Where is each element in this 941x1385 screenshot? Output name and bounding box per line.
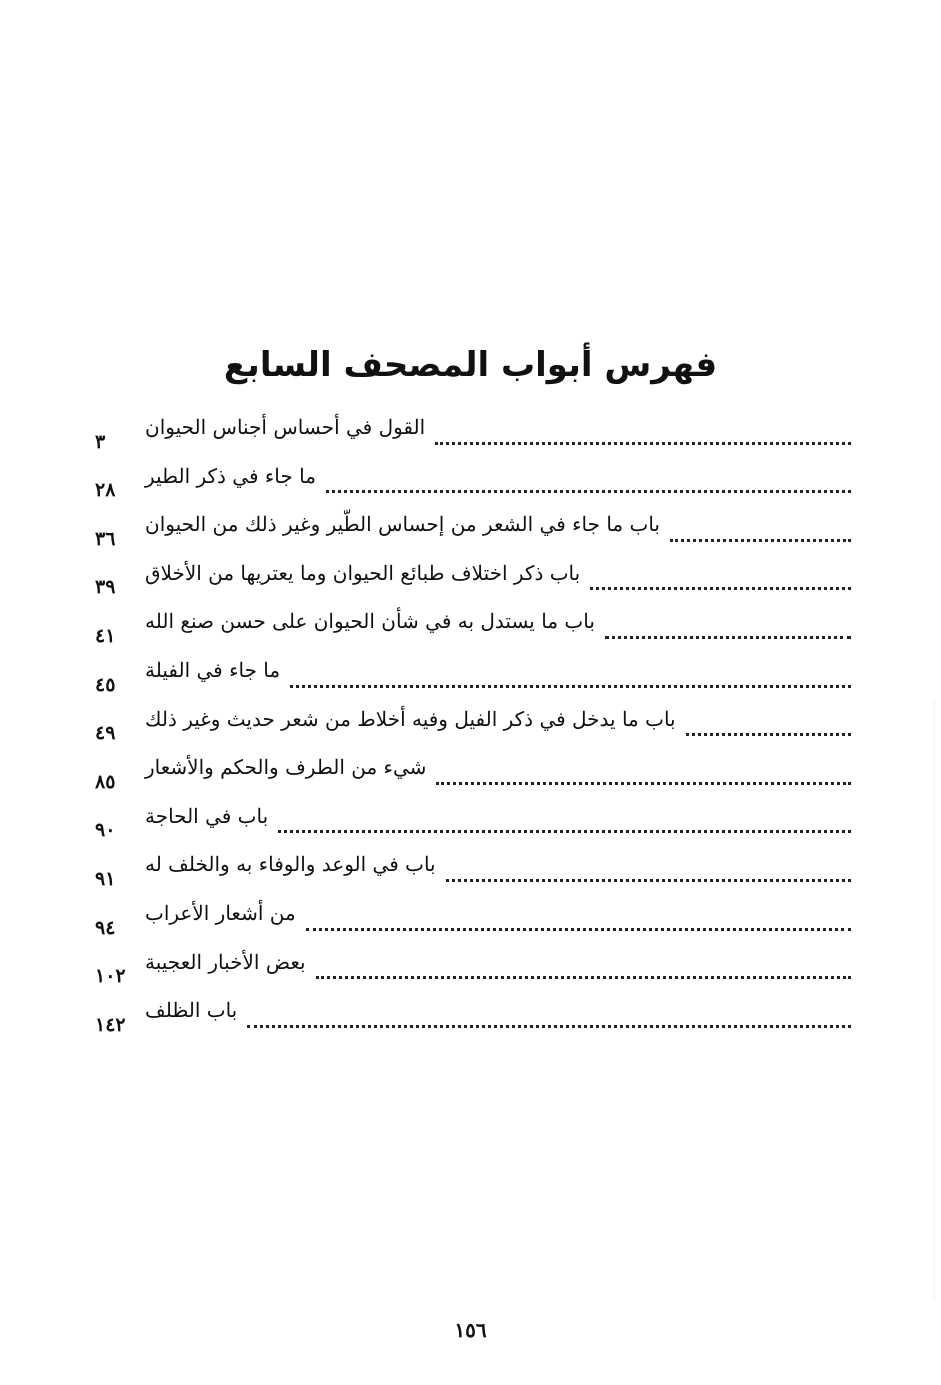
toc-entry-body <box>145 939 855 988</box>
dot-leader <box>670 539 851 542</box>
toc-entry-page-number: ٩١ <box>95 867 116 890</box>
toc-entry <box>95 939 855 988</box>
toc-entry-label: ما جاء في الفيلة <box>145 657 281 682</box>
toc-entry-page-number: ٤٩ <box>95 722 116 745</box>
toc-entry-body <box>145 744 855 793</box>
dot-leader <box>436 782 851 785</box>
dot-leader <box>290 685 851 688</box>
toc-entry-label: باب في الوعد والوفاء به والخلف له <box>145 852 436 877</box>
toc-entry-label: من أشعار الأعراب <box>145 900 296 925</box>
toc-entry-page-number: ٣٦ <box>95 527 116 550</box>
toc-entry <box>95 890 855 939</box>
toc-entry <box>95 550 855 599</box>
toc-entry-page-number: ٤٥ <box>95 673 116 696</box>
toc-entry-label: باب ما يستدل به في شأن الحيوان على حسن صنع الله <box>145 609 595 634</box>
toc-entry-page-number: ٣٩ <box>95 576 116 599</box>
toc-entry-label: باب ما جاء في الشعر من إحساس الطّير وغير ذلك من الحيوان <box>145 512 660 537</box>
toc-entry <box>95 404 855 453</box>
toc-entry-body <box>145 793 855 842</box>
scan-edge <box>934 700 935 1300</box>
toc-entry-page-number: ٨٥ <box>95 770 116 793</box>
toc-entry-label: باب الظلف <box>145 998 238 1023</box>
toc-entry-page-number: ٣ <box>95 430 106 453</box>
toc-entry-label: بعض الأخبار العجيبة <box>145 949 306 974</box>
toc-entry-body <box>145 404 855 453</box>
toc-entry <box>95 696 855 745</box>
dot-leader <box>278 830 851 833</box>
toc-entry-body <box>145 598 855 647</box>
toc-entry <box>95 793 855 842</box>
toc-entry <box>95 841 855 890</box>
toc-entry-body <box>145 696 855 745</box>
toc-entry-label: ما جاء في ذكر الطير <box>145 463 316 488</box>
dot-leader <box>446 879 851 882</box>
dot-leader <box>326 490 851 493</box>
toc-entry-label: القول في أحساس أجناس الحيوان <box>145 415 426 439</box>
toc-entry <box>95 501 855 550</box>
toc-entry-page-number: ١٤٢ <box>95 1013 126 1036</box>
toc-entry <box>95 647 855 696</box>
toc-entry-label: باب في الحاجة <box>145 803 269 828</box>
dot-leader <box>316 976 851 979</box>
toc-entry-body <box>145 453 855 502</box>
toc-entry-body <box>145 890 855 939</box>
toc-entry-label: شيء من الطرف والحكم والأشعار <box>145 755 427 780</box>
toc-entry-label: باب ذكر اختلاف طبائع الحيوان وما يعتريها من الأخلاق <box>145 560 581 585</box>
toc-entry-body <box>145 501 855 550</box>
toc-entry-body <box>145 841 855 890</box>
page-number: ١٥٦ <box>454 1318 487 1342</box>
toc-entry-body <box>145 550 855 599</box>
toc-entry-label: باب ما يدخل في ذكر الفيل وفيه أخلاط من شعر حديث وغير ذلك <box>145 706 676 731</box>
toc-entry <box>95 598 855 647</box>
table-of-contents <box>95 404 855 1036</box>
dot-leader <box>686 733 851 736</box>
toc-entry-page-number: ٩٤ <box>95 916 116 939</box>
toc-entry-page-number: ٤١ <box>95 624 116 647</box>
toc-entry-page-number: ١٠٢ <box>95 965 126 988</box>
dot-leader <box>247 1025 851 1028</box>
toc-entry-page-number: ٢٨ <box>95 479 116 502</box>
toc-entry <box>95 744 855 793</box>
page-title: فهرس أبواب المصحف السابع <box>223 344 718 385</box>
dot-leader <box>435 442 851 445</box>
toc-entry <box>95 987 855 1036</box>
toc-entry-page-number: ٩٠ <box>95 819 116 842</box>
toc-entry-body <box>145 987 855 1036</box>
dot-leader <box>605 636 851 639</box>
dot-leader <box>306 928 851 931</box>
toc-entry <box>95 453 855 502</box>
dot-leader <box>590 587 851 590</box>
toc-entry-body <box>145 647 855 696</box>
